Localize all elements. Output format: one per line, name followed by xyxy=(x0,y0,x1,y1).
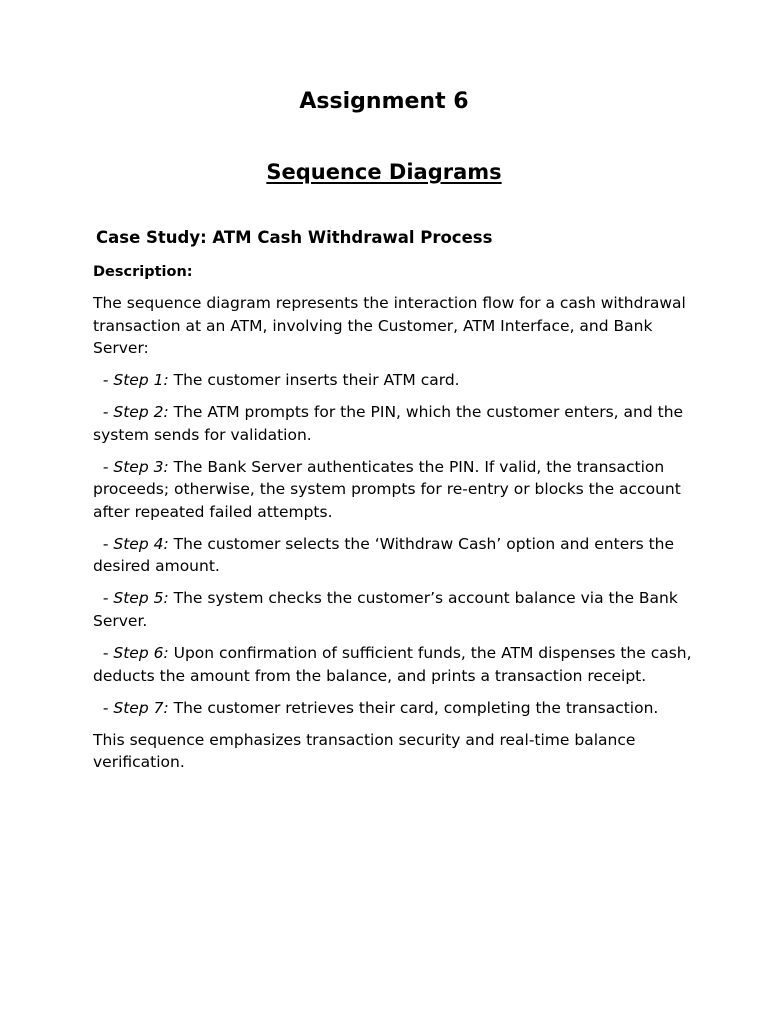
step-6-label: Step 6: xyxy=(113,644,169,663)
step-3-text: The Bank Server authenticates the PIN. If valid, the transaction proceeds; otherwise, the system prompts for re-entry or blocks the account after repeated failed attempts. xyxy=(93,457,681,521)
description-label: Description: xyxy=(93,264,193,280)
step-3: - Step 3: The Bank Server authenticates the PIN. If valid, the transaction proceeds; otherwise, the system prompts for re-entry or blocks the account after repeated failed attempts. xyxy=(93,457,681,521)
step-1: - Step 1: The customer inserts their ATM card. xyxy=(93,371,460,390)
step-4: - Step 4: The customer selects the ‘Withdraw Cash’ option and enters the desired amount. xyxy=(93,534,675,576)
intro-paragraph: The sequence diagram represents the interaction flow for a cash withdrawal transaction at an ATM, involving the Customer, ATM Interface, and Bank Server: xyxy=(93,294,686,357)
step-1-label: Step 1: xyxy=(113,371,169,390)
step-5: - Step 5: The system checks the customer’s account balance via the Bank Server. xyxy=(93,589,678,630)
step-4-label: Step 4: xyxy=(113,534,169,553)
step-2-label: Step 2: xyxy=(113,403,169,422)
step-2: - Step 2: The ATM prompts for the PIN, which the customer enters, and the system sends for validation. xyxy=(93,403,684,444)
assignment-title: Assignment 6 xyxy=(299,89,469,114)
case-study-title: Case Study: ATM Cash Withdrawal Process xyxy=(96,228,493,247)
step-4-text: The customer selects the ‘Withdraw Cash’ option and enters the desired amount. xyxy=(93,534,675,576)
step-5-label: Step 5: xyxy=(113,589,169,608)
description-body xyxy=(93,292,693,783)
step-6-text: Upon confirmation of sufficient funds, the ATM dispenses the cash, deducts the amount from the balance, and prints a transaction receipt. xyxy=(93,644,692,685)
step-6: - Step 6: Upon confirmation of sufficient funds, the ATM dispenses the cash, deducts the amount from the balance, and prints a transaction receipt. xyxy=(93,644,692,685)
step-7-text: The customer retrieves their card, completing the transaction. xyxy=(173,698,659,717)
step-7: - Step 7: The customer retrieves their card, completing the transaction. xyxy=(93,698,659,717)
conclusion-paragraph: This sequence emphasizes transaction security and real-time balance verification. xyxy=(93,730,636,772)
step-5-text: The system checks the customer’s account balance via the Bank Server. xyxy=(93,589,678,630)
step-1-text: The customer inserts their ATM card. xyxy=(173,371,460,390)
step-2-text: The ATM prompts for the PIN, which the customer enters, and the system sends for validation. xyxy=(93,403,684,444)
step-7-label: Step 7: xyxy=(113,698,169,717)
document-heading: Sequence Diagrams xyxy=(266,160,502,184)
step-3-label: Step 3: xyxy=(113,457,169,476)
